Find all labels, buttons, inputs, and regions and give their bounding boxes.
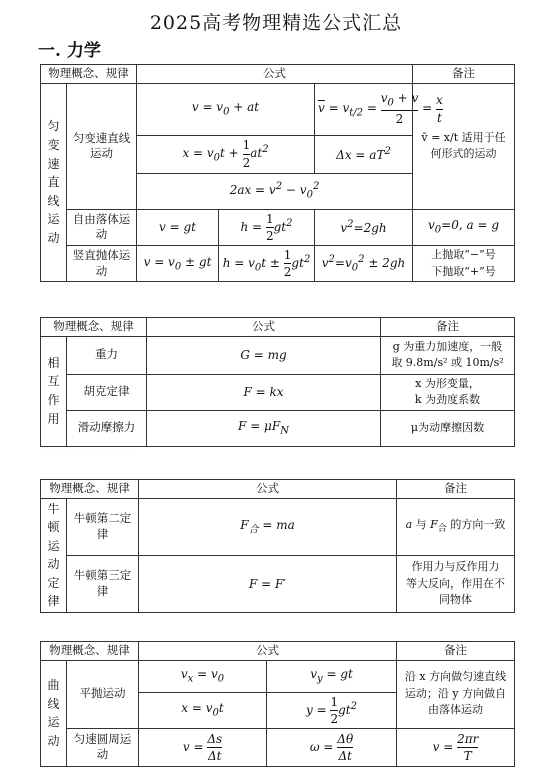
formula-x: $x = v_0t$ + $\frac{1}{2}$ $at^2$ (137, 135, 315, 173)
formula-v: $v = v_0$ + at (137, 83, 315, 135)
formula-2ax: $2ax = v^2 - v_0^2$ (137, 173, 413, 209)
formula-vt-v2: $v^2=v_0^2 \pm 2gh$ (315, 245, 413, 281)
row-label: 牛顿第二定律 (67, 498, 139, 555)
formula-vt-h: $h = v_0t$ ± $\frac{1}{2}$ $gt^2$ (219, 245, 315, 281)
formula-gravity: G = mg (147, 336, 381, 374)
formula-ff-v: v = gt (137, 209, 219, 245)
row-label: 竖直抛体运动 (67, 245, 137, 281)
formula-ff-v2: $v^2=2gh$ (315, 209, 413, 245)
formula-friction: $F = \mu F_N$ (147, 410, 381, 446)
header-concept: 物理概念、规律 (41, 480, 139, 499)
header-note: 备注 (397, 642, 515, 661)
formula-vy: $v_y$ = gt (267, 660, 397, 692)
newton-table (40, 479, 515, 613)
row-label: 滑动摩擦力 (67, 410, 147, 446)
note-newton3: 作用力与反作用力 等大反向，作用在不 同物体 (397, 555, 515, 613)
header-formula: 公式 (139, 642, 397, 661)
group-label (41, 498, 67, 613)
row-label: 自由落体运动 (67, 209, 137, 245)
kinematics-table (40, 64, 515, 282)
formula-dx: $\Delta x = aT^2$ (315, 135, 413, 173)
note-gravity: g 为重力加速度，一般 取 9.8m/s² 或 10m/s² (381, 336, 515, 374)
header-concept: 物理概念、规律 (41, 65, 137, 84)
formula-vt-v: $v = v_0$ ± gt (137, 245, 219, 281)
header-formula: 公式 (139, 480, 397, 499)
header-formula: 公式 (147, 318, 381, 337)
group-vertical-text: 匀 变 速 直 线 运 动 (47, 119, 60, 245)
group-vertical-text: 相 互 作 用 (47, 355, 60, 426)
row-label: 匀速圆周运动 (67, 728, 139, 766)
row-label: 牛顿第三定律 (67, 555, 139, 613)
note-freefall: $v_0=0$, a = g (413, 209, 515, 245)
page-title: 2025高考物理精选公式汇总 (149, 12, 403, 34)
header-formula: 公式 (137, 65, 413, 84)
header-concept: 物理概念、规律 (41, 642, 139, 661)
group-label (41, 660, 67, 766)
header-note: 备注 (413, 65, 515, 84)
formula-circ-w: ω = $\frac{\Delta\theta}{\Delta t}$ (267, 728, 397, 766)
formula-hooke: F = kx (147, 374, 381, 410)
formula-circ-v2: v = $\frac{2\pi r}{T}$ (397, 728, 515, 766)
note-hooke: x 为形变量， k 为劲度系数 (381, 374, 515, 410)
formula-px: $x = v_0t$ (139, 692, 267, 728)
group-vertical-text: 曲 线 运 动 (47, 678, 60, 748)
row-label: 重力 (67, 336, 147, 374)
note-newton2: a 与 $F_合$ 的方向一致 (397, 498, 515, 555)
row-label: 平抛运动 (67, 660, 139, 728)
note-projectile: 沿 x 方向做匀速直线 运动；沿 y 方向做自 由落体运动 (397, 660, 515, 728)
section-heading: 一. 力学 (38, 41, 101, 61)
group-label (41, 336, 67, 446)
group-label (41, 83, 67, 282)
formula-ff-h: h = $\frac{1}{2}$ $gt^2$ (219, 209, 315, 245)
formula-newton2: $F_合$ = ma (139, 498, 397, 555)
formula-newton3: F = F′ (139, 555, 397, 613)
watermark-text: · · · · · · · · · · · · · · · · · · (45, 449, 136, 455)
formula-vavg: $\overline{v} = v_{t/2}$ = $\frac{v_0 + v}{2}$ = $\frac{x}{t}$ (315, 83, 413, 135)
header-concept: 物理概念、规律 (41, 318, 147, 337)
header-note: 备注 (397, 480, 515, 499)
curvilinear-table (40, 641, 515, 767)
note-uniform: v̄ = x/t 适用于任 何形式的运动 (413, 83, 515, 209)
row-label: 匀变速直线运动 (67, 83, 137, 209)
row-label: 胡克定律 (67, 374, 147, 410)
header-note: 备注 (381, 318, 515, 337)
note-vertical: 上抛取“−”号 下抛取“+”号 (413, 245, 515, 281)
note-friction: μ为动摩擦因数 (381, 410, 515, 446)
group-vertical-text: 牛 顿 运 动 定 律 (47, 501, 60, 609)
interaction-table (40, 317, 515, 447)
formula-py: y = $\frac{1}{2}$ $gt^2$ (267, 692, 397, 728)
formula-circ-v: v = $\frac{\Delta s}{\Delta t}$ (139, 728, 267, 766)
formula-vx: $v_x = v_0$ (139, 660, 267, 692)
